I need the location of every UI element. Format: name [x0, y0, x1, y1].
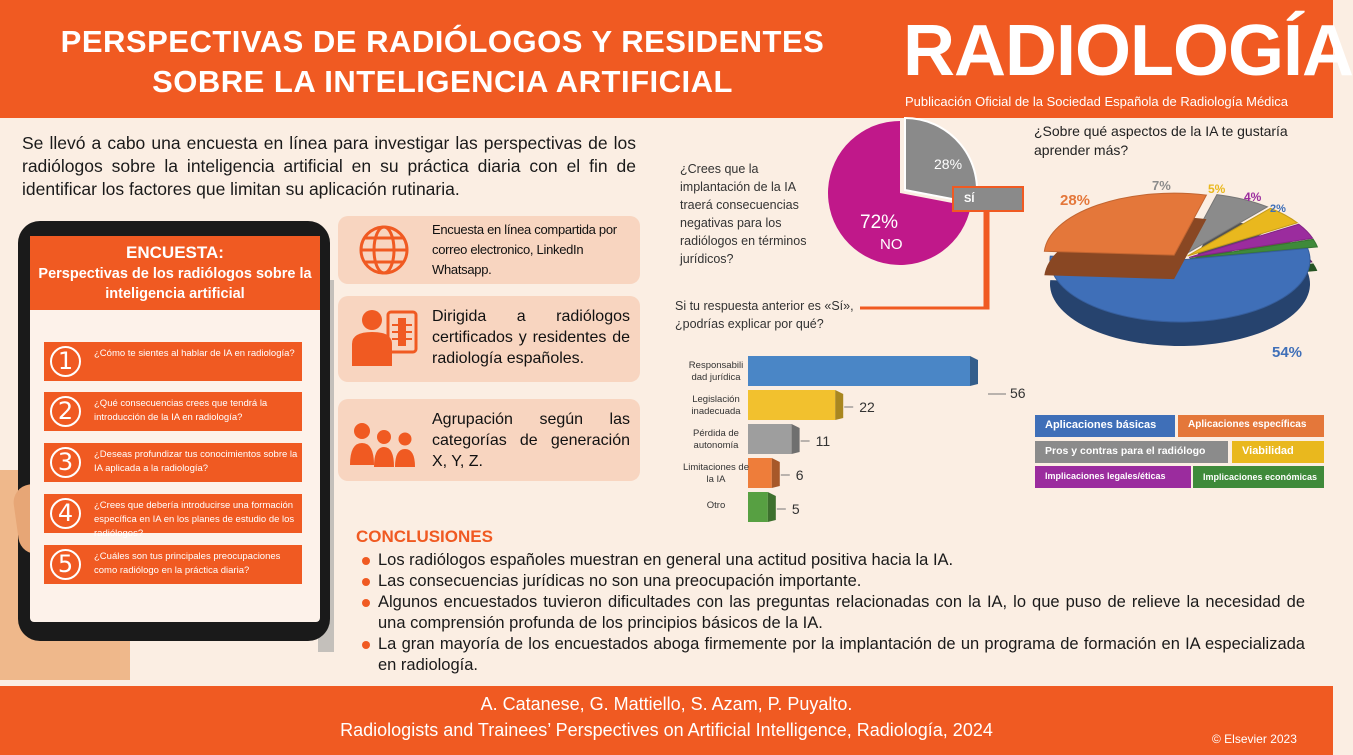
survey-question-4 [44, 494, 302, 539]
bar-category-label: Otro [706, 500, 726, 511]
method-text-grouping: Agrupación según las categorías de generación X, Y, Z. [432, 411, 630, 470]
legend-viability: Viabilidad [1232, 441, 1324, 463]
question-text: ¿Crees que debería introducirse una formación específica en IA en los planes de estudio de los radiólogos? [94, 500, 295, 539]
bar-category-label: dad jurídica [691, 372, 741, 383]
conclusion-item: La gran mayoría de los encuestados aboga firmemente por la implantación de un programa de formación en IA especializada en radiología. [360, 634, 1305, 676]
title-line-2: SOBRE LA INTELIGENCIA ARTIFICIAL [152, 64, 733, 99]
pie-label-yes-value: 28% [934, 156, 963, 172]
bar-category-label: Legislación [692, 394, 740, 405]
pie2-value-pros: 7% [1152, 178, 1171, 193]
bar-value-label: 56 [1010, 385, 1026, 401]
page-title [30, 22, 855, 102]
question-text: ¿Deseas profundizar tus conocimientos sobre la IA aplicada a la radiología? [94, 449, 298, 474]
conclusion-item: Los radiólogos españoles muestran en general una actitud positiva hacia la IA. [360, 550, 1305, 571]
conclusions-list [360, 550, 1305, 676]
bar-value-label: 11 [815, 433, 831, 449]
bar-side [835, 390, 843, 420]
bar-side [792, 424, 800, 454]
bar-category-label: Responsabili [688, 360, 744, 371]
method-text-target: Dirigida a radiólogos certificados y residentes de radiología españoles. [432, 308, 630, 367]
bar-value-label: 6 [795, 467, 804, 483]
legend-economic: Implicaciones económicas [1193, 466, 1324, 488]
legend-basic: Aplicaciones básicas [1035, 415, 1175, 437]
pie2-value-basic: 54% [1272, 344, 1303, 361]
survey-question-2 [44, 392, 302, 431]
pie2-value-viability: 5% [1208, 182, 1226, 196]
copyright: © Elsevier 2023 [1212, 732, 1297, 746]
question-number: 5 [50, 549, 81, 580]
bar-group [707, 492, 800, 522]
bar-category-label: Limitaciones de [682, 462, 750, 473]
pie-question: ¿Crees que la implantación de la IA traerá consecuencias negativas para los radiólogos en términos jurídicos? [680, 162, 807, 266]
conclusions-heading: CONCLUSIONES [356, 527, 493, 546]
bar-category-label: inadecuada [691, 406, 741, 417]
legend-legal: Implicaciones legales/éticas [1035, 466, 1191, 488]
bar-group [683, 458, 804, 488]
bar [748, 492, 768, 522]
reasons-bar-chart [640, 350, 1026, 525]
bar [748, 458, 772, 488]
bar-value-label: 22 [859, 399, 875, 415]
question-number: 2 [50, 396, 81, 427]
bar-group [691, 390, 875, 420]
survey-question-3 [44, 443, 302, 482]
globe-icon [348, 220, 420, 280]
pie2-value-legal: 4% [1244, 190, 1262, 204]
journal-subtitle: Publicación Oficial de la Sociedad Española de Radiología Médica [905, 94, 1289, 109]
bar-side [768, 492, 776, 522]
authors: A. Catanese, G. Mattiello, S. Azam, P. Puyalto. [480, 694, 853, 714]
question-number: 1 [50, 346, 81, 377]
bar [748, 356, 970, 386]
survey-question-1 [44, 342, 302, 381]
survey-header [30, 236, 320, 310]
conclusion-item: Algunos encuestados tuvieron dificultades con las preguntas relacionadas con la IA, lo que puso de relieve la necesidad de una comprensión profunda de los principios básicos de la IA. [360, 592, 1305, 634]
pie2-value-economic: 2% [1270, 203, 1286, 215]
question-text: ¿Cómo te sientes al hablar de IA en radiología? [94, 348, 295, 359]
bar-category-label: la IA [706, 474, 726, 485]
bar-value-label: 5 [791, 501, 800, 517]
bar [748, 424, 792, 454]
pie2-value-specific: 28% [1060, 192, 1091, 209]
doctor-icon [348, 308, 420, 368]
pie-callout-yes: SÍ [952, 186, 1024, 212]
survey-heading: ENCUESTA: [126, 243, 224, 262]
question-text: ¿Cuáles son tus principales preocupaciones como radiólogo en la práctica diaria? [94, 551, 281, 576]
survey-question-5 [44, 545, 302, 584]
learn-question: ¿Sobre qué aspectos de la IA te gustaría aprender más? [1034, 123, 1288, 158]
intro-text: Se llevó a cabo una encuesta en línea para investigar las perspectivas de los radiólogos sobre la inteligencia artificial en su práctica diaria con el fin de identificar los factores que limitan su aplicación rutinaria. [22, 133, 636, 199]
pie-label-no: NO [880, 236, 903, 253]
bar [748, 390, 835, 420]
citation: Radiologists and Trainees’ Perspectives on Artificial Intelligence, Radiología, 2024 [340, 720, 993, 740]
survey-subheading: Perspectivas de los radiólogos sobre la inteligencia artificial [38, 266, 312, 302]
title-line-1: PERSPECTIVAS DE RADIÓLOGOS Y RESIDENTES [60, 24, 825, 59]
legend-specific: Aplicaciones específicas [1178, 415, 1324, 437]
followup-question: Si tu respuesta anterior es «Sí», ¿podrías explicar por qué? [675, 299, 854, 331]
question-number: 4 [50, 498, 81, 529]
bar-side [772, 458, 780, 488]
bar-group [693, 424, 830, 454]
conclusion-item: Las consecuencias jurídicas no son una preocupación importante. [360, 571, 1305, 592]
pie-label-no-value: 72% [860, 212, 899, 233]
journal-logo: RADIOLOGÍA [903, 11, 1353, 91]
bar-category-label: autonomía [693, 440, 739, 451]
legend-pros: Pros y contras para el radiólogo [1035, 441, 1228, 463]
method-text-online: Encuesta en línea compartida por correo electronico, LinkedIn Whatsapp. [432, 222, 617, 277]
question-number: 3 [50, 447, 81, 478]
bar-category-label: Pérdida de [693, 428, 739, 439]
question-text: ¿Qué consecuencias crees que tendrá la introducción de la IA en radiología? [94, 398, 268, 423]
bar-side [970, 356, 978, 386]
group-icon [348, 413, 420, 473]
